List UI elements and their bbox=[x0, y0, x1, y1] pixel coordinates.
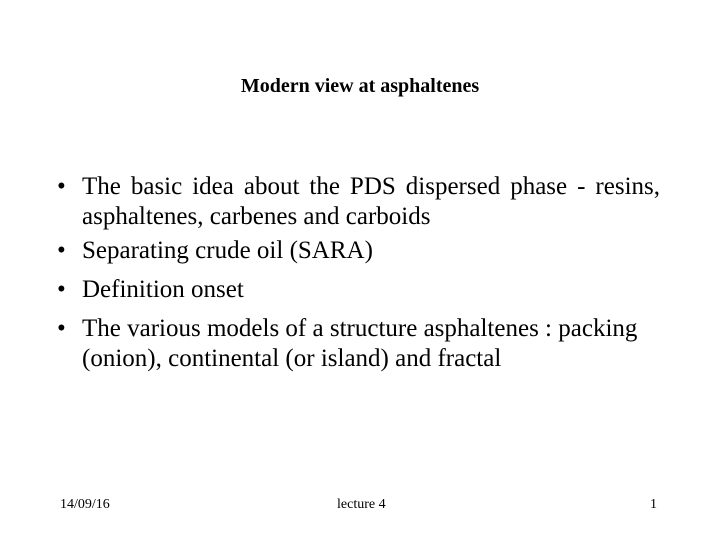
bullet-text: Definition onset bbox=[82, 276, 244, 303]
bullet-item bbox=[48, 314, 660, 374]
bullet-item bbox=[48, 236, 660, 266]
footer-date: 14/09/16 bbox=[60, 497, 110, 512]
bullet-dot-icon: • bbox=[57, 276, 66, 303]
footer-page-number: 1 bbox=[650, 497, 657, 512]
bullet-text: The basic idea about the PDS dispersed phase - resins, asphaltenes, carbenes and carboids bbox=[82, 173, 660, 230]
bullet-dot-icon: • bbox=[57, 237, 66, 264]
bullet-dot-icon: • bbox=[57, 173, 66, 200]
bullet-text: Separating crude oil (SARA) bbox=[82, 237, 373, 264]
bullet-item bbox=[48, 275, 660, 305]
footer-lecture-label: lecture 4 bbox=[337, 497, 386, 512]
bullet-dot-icon: • bbox=[57, 315, 66, 342]
slide-title: Modern view at asphaltenes bbox=[240, 75, 480, 97]
bullet-item bbox=[48, 172, 660, 232]
bullet-list bbox=[48, 172, 660, 383]
bullet-text: The various models of a structure asphaltenes : packing (onion), continental (or island) and fractal bbox=[82, 315, 638, 372]
